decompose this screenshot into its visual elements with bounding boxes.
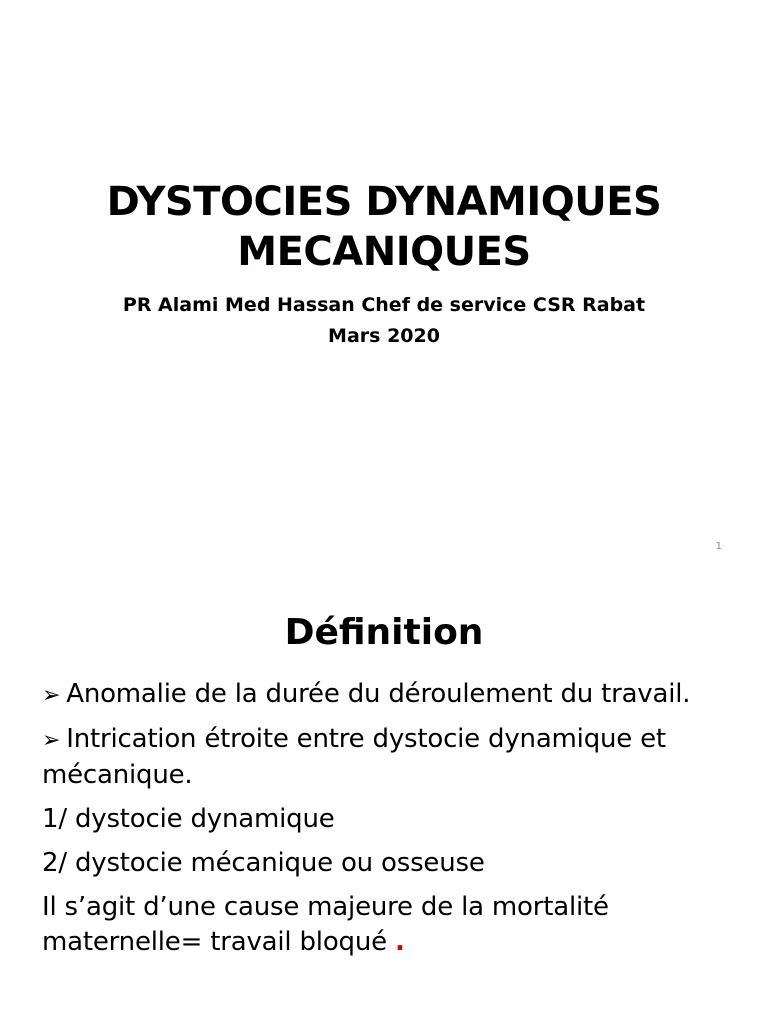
text-line: 1/ dystocie dynamique: [42, 804, 335, 834]
title-line-1: DYSTOCIES DYNAMIQUES: [106, 179, 662, 225]
definition-content: [42, 677, 754, 969]
title-line-2: MECANIQUES: [237, 229, 531, 275]
slide-subtitle: [0, 290, 768, 352]
text-line: 2/ dystocie mécanique ou osseuse: [42, 848, 485, 878]
slide-title-heading: [0, 177, 768, 277]
arrow-bullet-icon: ➢: [42, 728, 61, 753]
red-period-mark: .: [395, 927, 405, 957]
text-line: [42, 890, 754, 960]
date-line: Mars 2020: [328, 325, 440, 347]
final-sentence: Il s’agit d’une cause majeure de la mortalité maternelle= travail bloqué: [42, 892, 609, 957]
list-item: [42, 677, 754, 713]
slide-definition: [0, 577, 768, 1024]
list-item-text: Anomalie de la durée du déroulement du travail.: [66, 679, 691, 709]
page-number: 1: [715, 541, 722, 552]
list-item-text: Intrication étroite entre dystocie dynamique et mécanique.: [42, 724, 666, 790]
definition-heading: Définition: [284, 612, 484, 653]
author-line: PR Alami Med Hassan Chef de service CSR Rabat: [122, 294, 646, 316]
list-item: [42, 722, 754, 793]
arrow-bullet-icon: ➢: [42, 683, 61, 708]
